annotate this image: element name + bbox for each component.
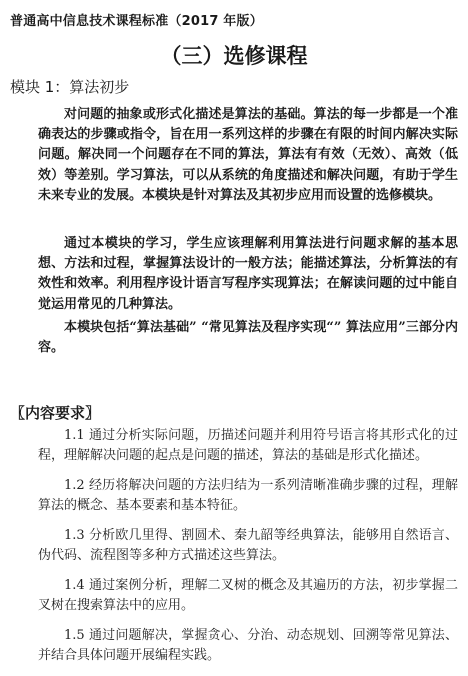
requirements-list [38, 426, 458, 676]
requirements-header: 〖内容要求〗 [10, 404, 101, 422]
requirement-item: 1.1 通过分析实际问题，历描述问题并利用符号语言将其形式化的过程，理解解决问题的起点是问题的描述，算法的基础是形式化描述。 [38, 428, 458, 463]
requirement-item: 1.5 通过问题解决，掌握贪心、分治、动态规划、回溯等常见算法、并结合具体问题开展编程实践。 [38, 628, 458, 663]
running-header: 普通高中信息技术课程标准（2017 年版） [10, 14, 263, 29]
requirement-item: 1.2 经历将解决问题的方法归结为一系列清晰准确步骤的过程，理解算法的概念、基本要素和基本特征。 [38, 478, 458, 513]
intro-paragraph-3: 本模块包括“算法基础” “常见算法及程序实现“” 算法应用”三部分内容。 [38, 320, 458, 356]
section-title: （三）选修课程 [160, 44, 308, 68]
requirement-item: 1.3 分析欧几里得、割圆术、秦九韶等经典算法，能够用自然语言、伪代码、流程图等多种方式描述这些算法。 [38, 528, 458, 563]
intro-paragraph-1: 对问题的抽象或形式化描述是算法的基础。算法的每一步都是一个准确表达的步骤或指令，旨在用一系列这样的步骤在有限的时间内解决实际问题。解决同一个问题存在不同的算法，算法有有效（无效）、高效（低效）等差别。学习算法，可以从系统的角度描述和解决问题，有助于学生未来专业的发展。本模块是针对算法及其初步应用而设置的选修模块。 [38, 107, 458, 203]
intro-paragraph-2: 通过本模块的学习，学生应该理解利用算法进行问题求解的基本思想、方法和过程，掌握算法设计的一般方法；能描述算法，分析算法的有效性和效率。利用程序设计语言写程序实现算法；在解读问题的过中能自觉运用常见的几种算法。 [38, 236, 458, 312]
requirement-item: 1.4 通过案例分析，理解二叉树的概念及其遍历的方法，初步掌握二叉树在搜索算法中的应用。 [38, 578, 458, 613]
module-title: 模块 1：算法初步 [10, 78, 130, 96]
